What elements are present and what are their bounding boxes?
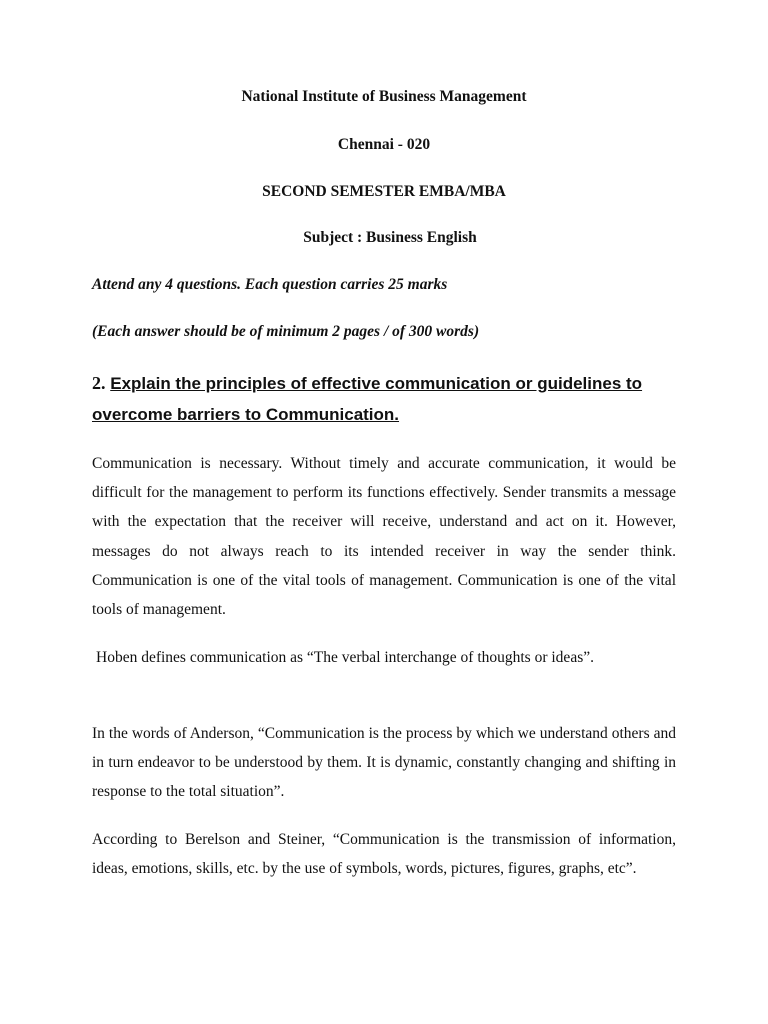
answer-paragraph-hoben: Hoben defines communication as “The verbal interchange of thoughts or ideas”.: [96, 649, 594, 666]
answer-paragraph-berelson: According to Berelson and Steiner, “Communication is the transmission of information, ideas, emotions, skills, etc. by the use of symbols, words, pictures, figures, graphs, etc”.: [92, 831, 676, 878]
institute-name: National Institute of Business Management: [241, 88, 527, 105]
answer-paragraph-anderson: In the words of Anderson, “Communication is the process by which we understand others and in turn endeavor to be understood by them. It is dynamic, constantly changing and shifting in response to the total situation”.: [92, 725, 676, 801]
subject-title: Subject : Business English: [303, 229, 477, 246]
question-text: Explain the principles of effective communication or guidelines to overcome barriers to Communication.: [92, 374, 643, 424]
question-heading: [92, 368, 676, 430]
instruction-questions: Attend any 4 questions. Each question carries 25 marks: [92, 276, 448, 293]
instruction-length: (Each answer should be of minimum 2 pages / of 300 words): [92, 323, 480, 340]
institute-city: Chennai - 020: [337, 136, 431, 153]
semester-title: SECOND SEMESTER EMBA/MBA: [262, 183, 506, 200]
answer-paragraph-intro: Communication is necessary. Without timely and accurate communication, it would be difficult for the management to perform its functions effectively. Sender transmits a message with the expectation that the receiver will receive, understand and act on it. However, messages do not always reach to its intended receiver in way the sender think. Communication is one of the vital tools of management. Communication is one of the vital tools of management.: [92, 455, 676, 619]
question-number: 2.: [92, 373, 106, 393]
